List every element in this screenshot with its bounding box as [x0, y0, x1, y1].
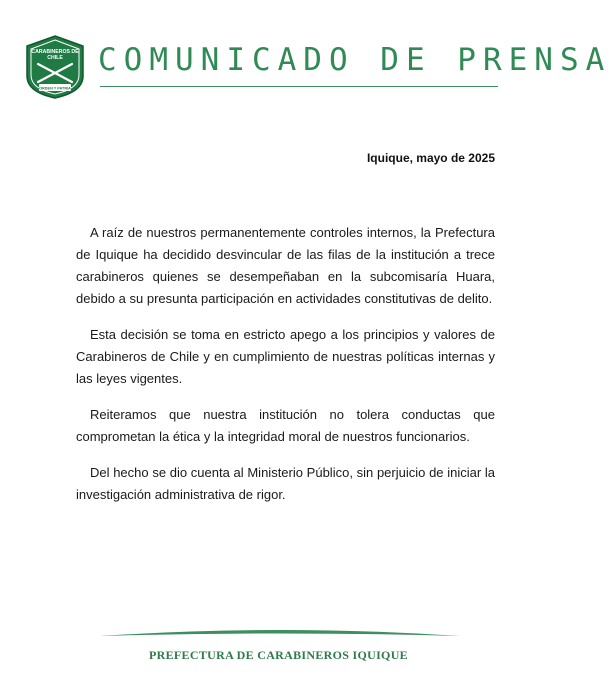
release-date: Iquique, mayo de 2025	[366, 151, 495, 165]
paragraph: Esta decisión se toma en estricto apego a los principios y valores de Carabineros de Chile y en cumplimiento de nuestras políticas internas y las leyes vigentes.	[76, 327, 495, 386]
badge-sub-text: CHILE	[47, 55, 63, 61]
footer-swoosh-divider	[100, 626, 460, 642]
paragraph: Del hecho se dio cuenta al Ministerio Público, sin perjuicio de iniciar la investigación administrativa de rigor.	[76, 465, 495, 502]
badge-motto-text: ORDEN Y PATRIA	[39, 86, 71, 91]
carabineros-badge-icon	[22, 34, 88, 100]
paragraph: Reiteramos que nuestra institución no tolera conductas que comprometan la ética y la integridad moral de nuestros funcionarios.	[76, 407, 495, 444]
paragraph: A raíz de nuestros permanentemente controles internos, la Prefectura de Iquique ha decidido desvincular de las filas de la institución a trece carabineros quienes se desempeñaban en la subcomisaría Huara, debido a su presunta participación en actividades constitutivas de delito.	[76, 225, 495, 306]
release-body	[76, 222, 495, 520]
footer-signature: PREFECTURA DE CARABINEROS IQUIQUE	[149, 648, 408, 662]
title-underline	[100, 86, 498, 87]
page-title: COMUNICADO DE PRENSA	[98, 42, 611, 78]
press-release-header	[22, 34, 611, 104]
badge-top-text: CARABINEROS DE	[31, 49, 79, 55]
